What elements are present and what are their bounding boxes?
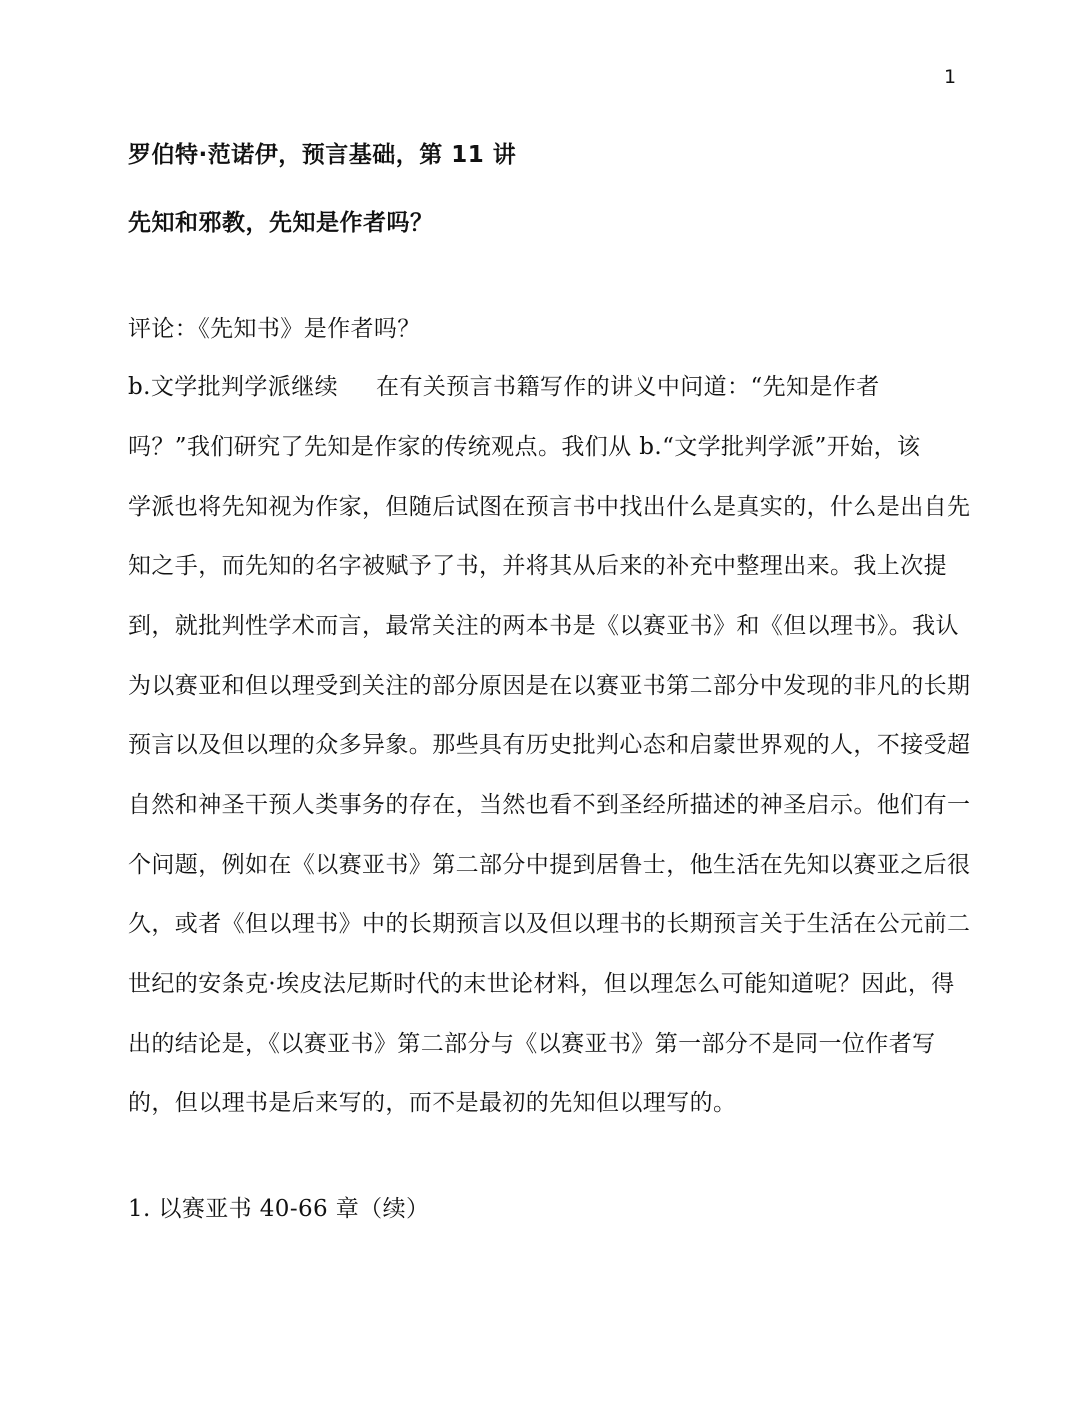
body-line-8: 自然和神圣干预人类事务的存在，当然也看不到圣经所描述的神圣启示。他们有一 [128,792,971,818]
body-line-11: 世纪的安条克·埃皮法尼斯时代的末世论材料，但以理怎么可能知道呢？因此，得 [128,971,955,997]
subsection-label: b.文学批判学派继续 [128,374,339,400]
body-line-5: 到，就批判性学术而言，最常关注的两本书是《以赛亚书》和《但以理书》。我认 [128,613,959,639]
body-line-12: 出的结论是，《以赛亚书》第二部分与《以赛亚书》第一部分不是同一位作者写 [128,1031,936,1057]
body-line-10: 久，或者《但以理书》中的长期预言以及但以理书的长期预言关于生活在公元前二 [128,911,971,937]
page-number: 1 [944,66,957,88]
body-line-1-text: 在有关预言书籍写作的讲义中问道：“先知是作者 [376,374,880,400]
outline-item: 1. 以赛亚书 40-66 章（续） [128,1196,430,1222]
body-line-6: 为以赛亚和但以理受到关注的部分原因是在以赛亚书第二部分中发现的非凡的长期 [128,673,971,699]
body-line-13: 的，但以理书是后来写的，而不是最初的先知但以理写的。 [128,1090,737,1116]
body-line-1 [128,368,880,401]
body-line-7: 预言以及但以理的众多异象。那些具有历史批判心态和启蒙世界观的人，不接受超 [128,732,971,758]
body-line-3: 学派也将先知视为作家，但随后试图在预言书中找出什么是真实的，什么是出自先 [128,494,971,520]
body-line-2: 吗？”我们研究了先知是作家的传统观点。我们从 b.“文学批判学派”开始，该 [128,434,921,460]
section-label: 评论：《先知书》是作者吗？ [128,316,421,342]
lecture-subtitle: 先知和邪教，先知是作者吗？ [128,210,434,236]
body-line-9: 个问题，例如在《以赛亚书》第二部分中提到居鲁士，他生活在先知以赛亚之后很 [128,852,971,878]
body-line-4: 知之手，而先知的名字被赋予了书，并将其从后来的补充中整理出来。我上次提 [128,553,947,579]
lecture-title: 罗伯特·范诺伊，预言基础，第 11 讲 [128,142,517,168]
